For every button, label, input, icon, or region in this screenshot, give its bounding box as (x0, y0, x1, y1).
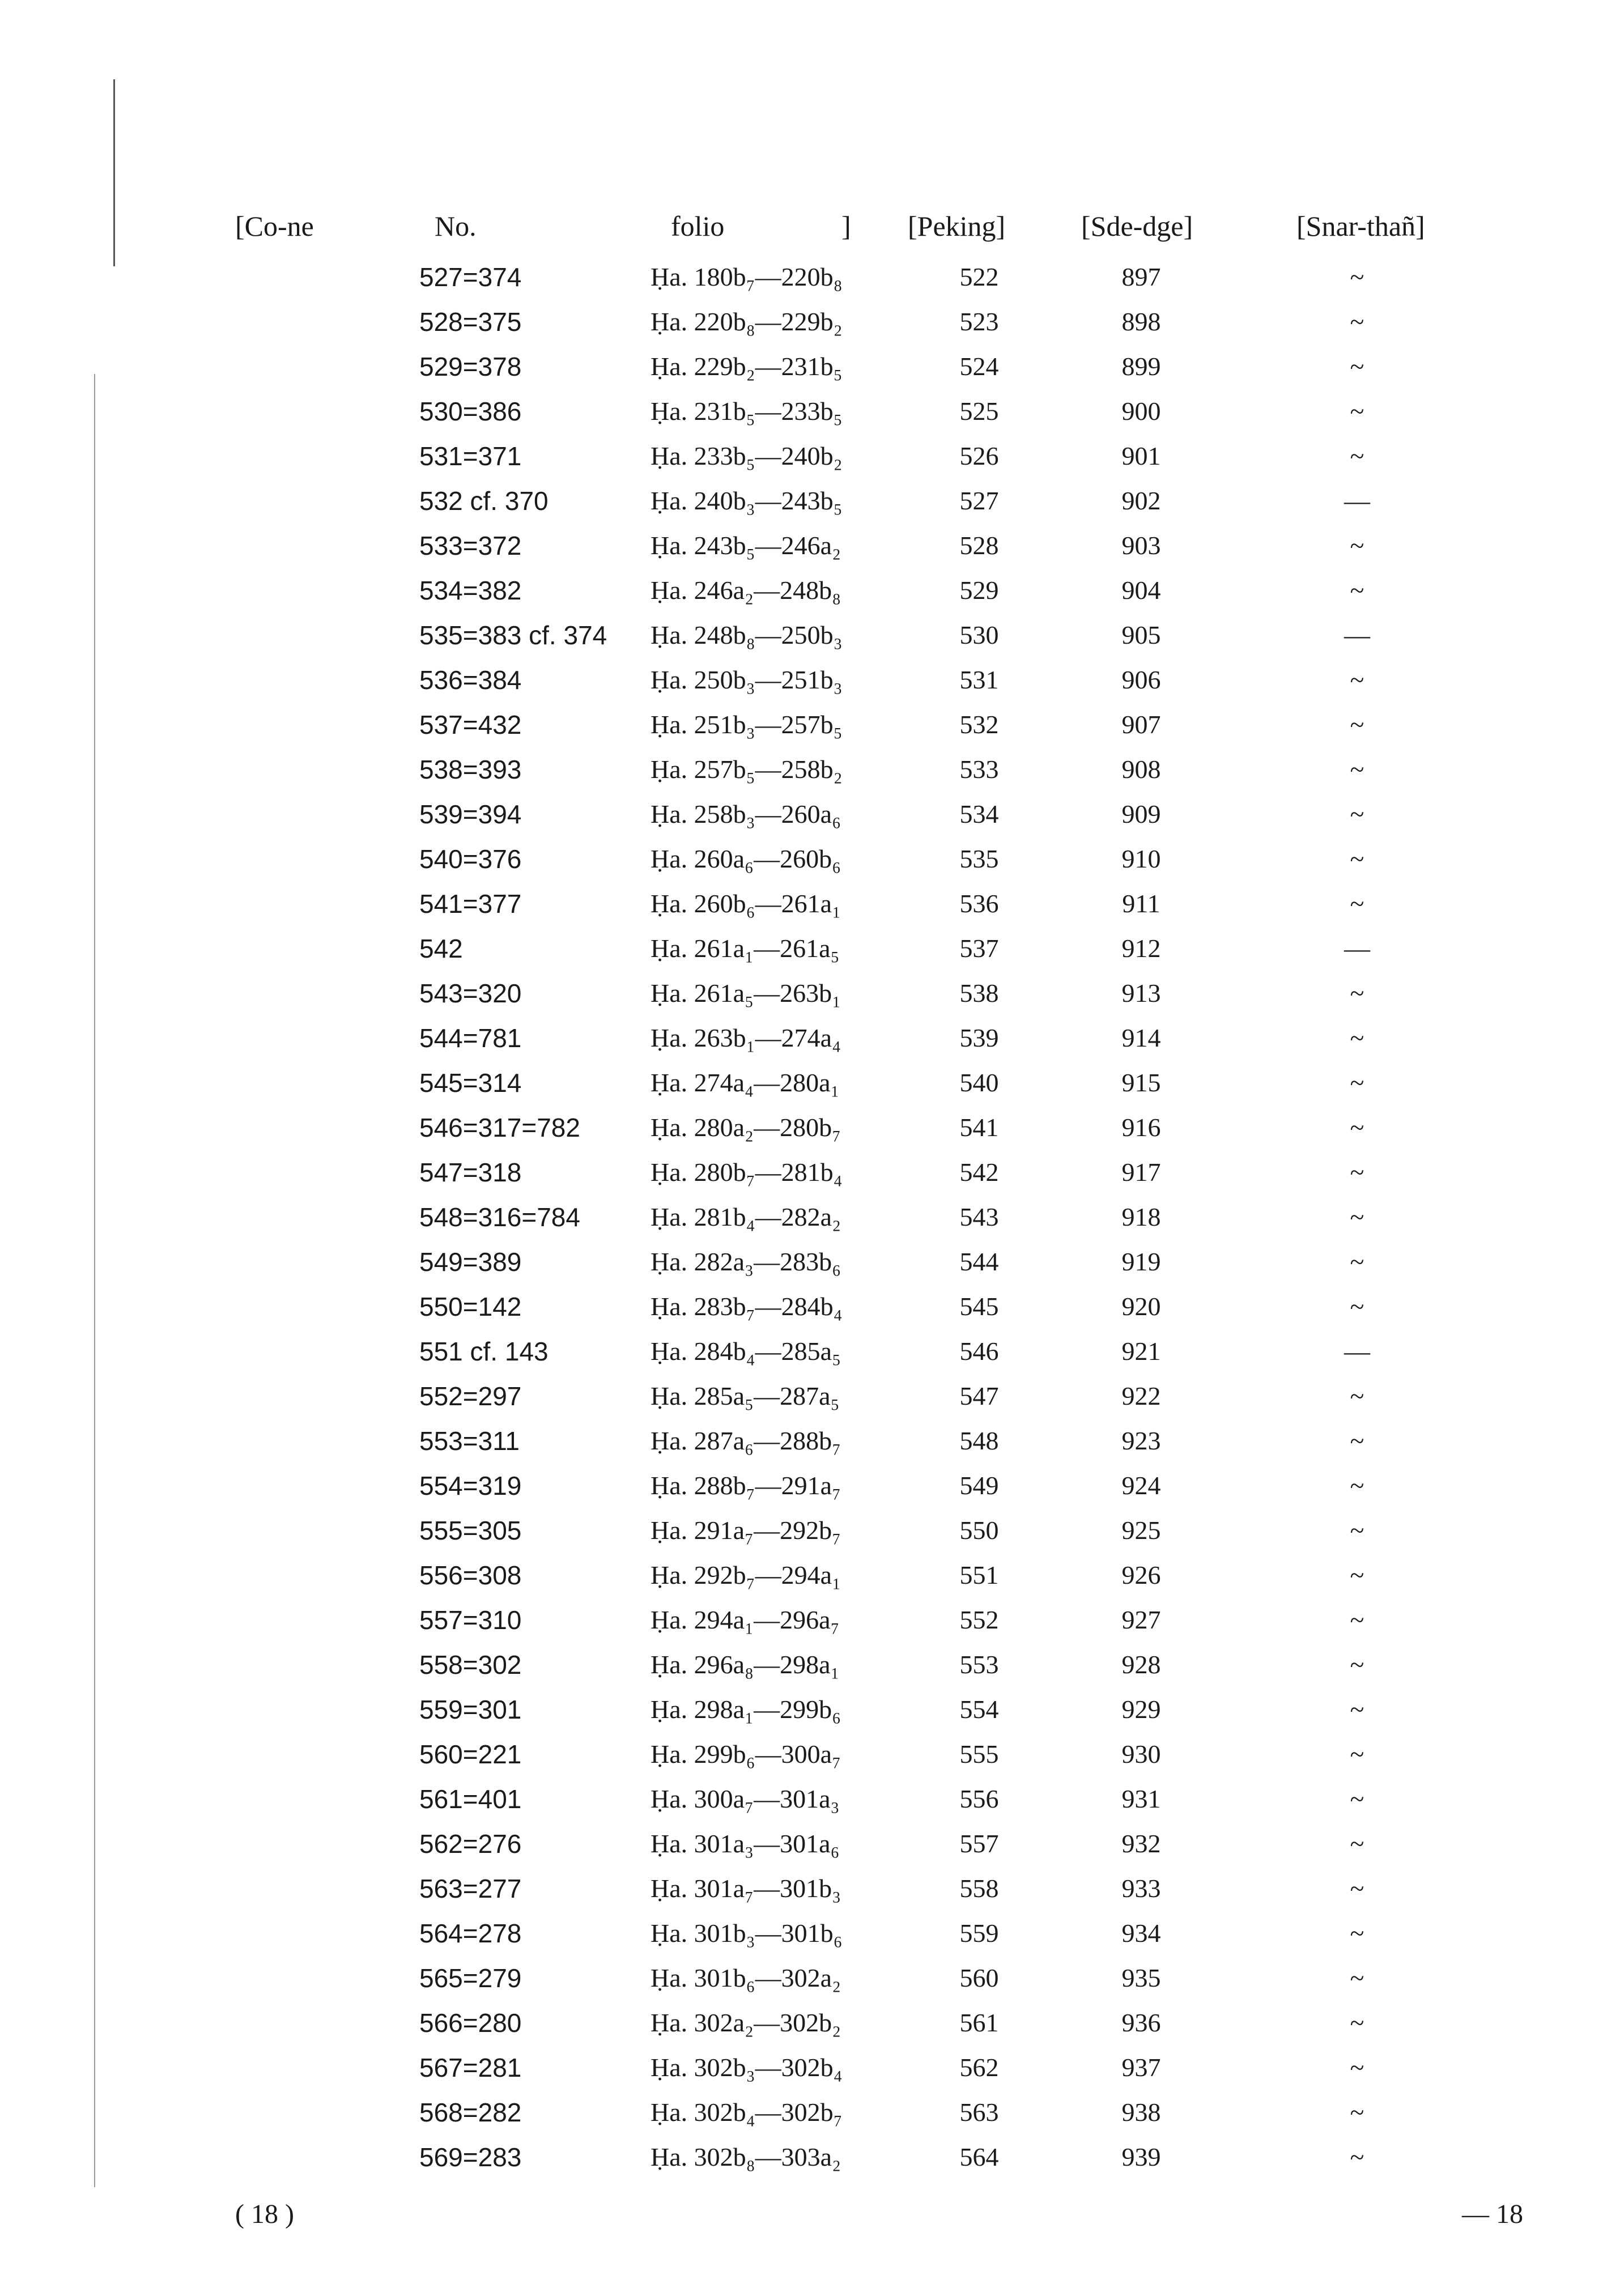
table-row (0, 1464, 1624, 1508)
snar-than-mark: ~ (1350, 1740, 1364, 1768)
catalog-number: 537=432 (419, 710, 522, 739)
peking-number: 551 (959, 1561, 999, 1589)
sde-dge-number: 925 (1121, 1516, 1161, 1545)
header-folio-close: ] (841, 210, 851, 242)
snar-than-mark: ~ (1350, 2142, 1364, 2171)
peking-number: 539 (959, 1023, 999, 1052)
peking-number: 538 (959, 979, 999, 1007)
catalog-number: 556=308 (419, 1561, 522, 1590)
table-row (0, 747, 1624, 792)
table-row (0, 971, 1624, 1015)
peking-number: 558 (959, 1874, 999, 1903)
snar-than-mark: ~ (1350, 1829, 1364, 1858)
folio-range: Ḥa. 300a₇—301a₃ (651, 1784, 840, 1813)
folio-range: Ḥa. 280a₂—280b₇ (651, 1113, 841, 1142)
catalog-number: 539=394 (419, 800, 522, 829)
snar-than-mark: ~ (1350, 1874, 1364, 1903)
catalog-number: 558=302 (419, 1650, 522, 1680)
catalog-number: 555=305 (419, 1516, 522, 1545)
sde-dge-number: 914 (1121, 1023, 1161, 1052)
folio-range: Ḥa. 298a₁—299b₆ (651, 1695, 841, 1724)
sde-dge-number: 934 (1121, 1919, 1161, 1948)
sde-dge-number: 921 (1121, 1337, 1161, 1366)
catalog-number: 563=277 (419, 1874, 522, 1903)
sde-dge-number: 909 (1121, 800, 1161, 828)
table-row (0, 1956, 1624, 2000)
snar-than-mark: ~ (1350, 710, 1364, 739)
table-row (0, 2090, 1624, 2135)
peking-number: 549 (959, 1471, 999, 1500)
catalog-number: 553=311 (419, 1426, 520, 1456)
sde-dge-number: 924 (1121, 1471, 1161, 1500)
sde-dge-number: 932 (1121, 1829, 1161, 1858)
peking-number: 547 (959, 1381, 999, 1410)
sde-dge-number: 930 (1121, 1740, 1161, 1768)
table-row (0, 926, 1624, 971)
snar-than-mark: ~ (1350, 1158, 1364, 1187)
catalog-number: 527=374 (419, 262, 522, 292)
sde-dge-number: 907 (1121, 710, 1161, 739)
folio-range: Ḥa. 240b₃—243b₅ (651, 486, 843, 515)
sde-dge-number: 904 (1121, 576, 1161, 605)
table-row (0, 2001, 1624, 2045)
table-row (0, 882, 1624, 926)
table-row (0, 1195, 1624, 1239)
folio-range: Ḥa. 292b₇—294a₁ (651, 1561, 841, 1589)
folio-range: Ḥa. 251b₃—257b₅ (651, 710, 843, 739)
table-row (0, 1285, 1624, 1329)
folio-range: Ḥa. 258b₃—260a₆ (651, 800, 841, 828)
catalog-number: 554=319 (419, 1471, 522, 1500)
snar-than-mark: ~ (1350, 2053, 1364, 2082)
table-row (0, 1106, 1624, 1150)
snar-than-mark: ~ (1350, 1068, 1364, 1097)
peking-number: 552 (959, 1605, 999, 1634)
sde-dge-number: 898 (1121, 307, 1161, 336)
sde-dge-number: 900 (1121, 397, 1161, 426)
snar-than-mark: — (1344, 486, 1370, 515)
folio-range: Ḥa. 263b₁—274a₄ (651, 1023, 841, 1052)
folio-range: Ḥa. 302b₈—303a₂ (651, 2142, 841, 2171)
catalog-number: 531=371 (419, 441, 522, 471)
folio-range: Ḥa. 291a₇—292b₇ (651, 1516, 841, 1545)
catalog-number: 568=282 (419, 2098, 522, 2127)
table-row (0, 2046, 1624, 2090)
snar-than-mark: ~ (1350, 397, 1364, 426)
peking-number: 531 (959, 665, 999, 694)
table-row (0, 389, 1624, 433)
sde-dge-number: 918 (1121, 1202, 1161, 1231)
snar-than-mark: ~ (1350, 1650, 1364, 1679)
table-row (0, 1240, 1624, 1284)
peking-number: 533 (959, 755, 999, 784)
peking-number: 523 (959, 307, 999, 336)
table-row (0, 1329, 1624, 1374)
folio-range: Ḥa. 282a₃—283b₆ (651, 1247, 841, 1276)
sde-dge-number: 902 (1121, 486, 1161, 515)
catalog-number: 535=383 cf. 374 (419, 620, 607, 650)
sde-dge-number: 936 (1121, 2008, 1161, 2037)
catalog-number: 562=276 (419, 1829, 522, 1859)
sde-dge-number: 937 (1121, 2053, 1161, 2082)
snar-than-mark: ~ (1350, 1516, 1364, 1545)
header-sde-dge: [Sde-dge] (1081, 210, 1193, 242)
peking-number: 542 (959, 1158, 999, 1187)
catalog-number: 546=317=782 (419, 1113, 580, 1142)
catalog-number: 528=375 (419, 307, 522, 337)
snar-than-mark: ~ (1350, 2008, 1364, 2037)
catalog-number: 542 (419, 934, 463, 963)
sde-dge-number: 905 (1121, 620, 1161, 649)
folio-range: Ḥa. 302b₃—302b₄ (651, 2053, 843, 2082)
folio-range: Ḥa. 260b₆—261a₁ (651, 889, 841, 918)
table-row (0, 1687, 1624, 1732)
peking-number: 560 (959, 1963, 999, 1992)
folio-range: Ḥa. 250b₃—251b₃ (651, 665, 843, 694)
snar-than-mark: ~ (1350, 262, 1364, 291)
table-row (0, 837, 1624, 881)
snar-than-mark: ~ (1350, 531, 1364, 560)
snar-than-mark: ~ (1350, 1561, 1364, 1589)
sde-dge-number: 933 (1121, 1874, 1161, 1903)
table-row (0, 568, 1624, 613)
snar-than-mark: ~ (1350, 889, 1364, 918)
catalog-number: 548=316=784 (419, 1202, 580, 1232)
table-row (0, 1374, 1624, 1418)
snar-than-mark: ~ (1350, 441, 1364, 470)
sde-dge-number: 935 (1121, 1963, 1161, 1992)
snar-than-mark: ~ (1350, 1784, 1364, 1813)
table-row (0, 1777, 1624, 1821)
table-row (0, 613, 1624, 657)
peking-number: 527 (959, 486, 999, 515)
header-snar-than: [Snar-thañ] (1296, 210, 1425, 242)
table-row (0, 1911, 1624, 1955)
catalog-number: 540=376 (419, 844, 522, 874)
catalog-number: 536=384 (419, 665, 522, 695)
catalog-number: 532 cf. 370 (419, 486, 549, 516)
snar-than-mark: ~ (1350, 800, 1364, 828)
sde-dge-number: 920 (1121, 1292, 1161, 1321)
peking-number: 556 (959, 1784, 999, 1813)
table-row (0, 300, 1624, 344)
catalog-number: 538=393 (419, 755, 522, 784)
snar-than-mark: — (1344, 620, 1370, 649)
folio-range: Ḥa. 246a₂—248b₈ (651, 576, 841, 605)
catalog-number: 569=283 (419, 2142, 522, 2172)
snar-than-mark: ~ (1350, 1247, 1364, 1276)
folio-range: Ḥa. 288b₇—291a₇ (651, 1471, 841, 1500)
table-row (0, 1643, 1624, 1687)
catalog-number: 534=382 (419, 576, 522, 605)
catalog-number: 550=142 (419, 1292, 522, 1321)
catalog-number: 557=310 (419, 1605, 522, 1635)
catalog-number: 533=372 (419, 531, 522, 560)
sde-dge-number: 903 (1121, 531, 1161, 560)
sde-dge-number: 897 (1121, 262, 1161, 291)
snar-than-mark: ~ (1350, 979, 1364, 1007)
peking-number: 544 (959, 1247, 999, 1276)
snar-than-mark: ~ (1350, 1381, 1364, 1410)
header-peking: [Peking] (908, 210, 1006, 242)
snar-than-mark: ~ (1350, 1471, 1364, 1500)
folio-range: Ḥa. 243b₅—246a₂ (651, 531, 841, 560)
folio-range: Ḥa. 302b₄—302b₇ (651, 2098, 843, 2127)
sde-dge-number: 919 (1121, 1247, 1161, 1276)
table-row (0, 1866, 1624, 1911)
table-row (0, 1553, 1624, 1597)
snar-than-mark: — (1344, 934, 1370, 963)
folio-range: Ḥa. 233b₅—240b₂ (651, 441, 843, 470)
sde-dge-number: 912 (1121, 934, 1161, 963)
catalog-number: 551 cf. 143 (419, 1337, 549, 1366)
sde-dge-number: 926 (1121, 1561, 1161, 1589)
page-number-left: ( 18 ) (235, 2199, 294, 2229)
peking-number: 529 (959, 576, 999, 605)
header-cone: [Co-ne (235, 210, 314, 242)
snar-than-mark: ~ (1350, 1605, 1364, 1634)
table-row (0, 1598, 1624, 1642)
folio-range: Ḥa. 301b₃—301b₆ (651, 1919, 843, 1948)
peking-number: 522 (959, 262, 999, 291)
peking-number: 524 (959, 352, 999, 381)
catalog-number: 543=320 (419, 979, 522, 1008)
table-row (0, 1150, 1624, 1194)
catalog-number: 567=281 (419, 2053, 522, 2082)
folio-range: Ḥa. 281b₄—282a₂ (651, 1202, 841, 1231)
snar-than-mark: ~ (1350, 576, 1364, 605)
sde-dge-number: 928 (1121, 1650, 1161, 1679)
folio-range: Ḥa. 180b₇—220b₈ (651, 262, 843, 291)
sde-dge-number: 915 (1121, 1068, 1161, 1097)
page-number-right: — 18 (1462, 2199, 1523, 2229)
table-row (0, 658, 1624, 702)
folio-range: Ḥa. 248b₈—250b₃ (651, 620, 843, 649)
table-row (0, 255, 1624, 299)
table-row (0, 479, 1624, 523)
snar-than-mark: ~ (1350, 1963, 1364, 1992)
header-folio: folio (671, 210, 725, 242)
sde-dge-number: 929 (1121, 1695, 1161, 1724)
folio-range: Ḥa. 287a₆—288b₇ (651, 1426, 841, 1455)
sde-dge-number: 913 (1121, 979, 1161, 1007)
sde-dge-number: 939 (1121, 2142, 1161, 2171)
sde-dge-number: 911 (1122, 889, 1160, 918)
peking-number: 526 (959, 441, 999, 470)
header-no: No. (435, 210, 477, 242)
sde-dge-number: 931 (1121, 1784, 1161, 1813)
folio-range: Ḥa. 294a₁—296a₇ (651, 1605, 840, 1634)
peking-number: 545 (959, 1292, 999, 1321)
folio-range: Ḥa. 220b₈—229b₂ (651, 307, 843, 336)
folio-range: Ḥa. 261a₁—261a₅ (651, 934, 840, 963)
peking-number: 553 (959, 1650, 999, 1679)
snar-than-mark: ~ (1350, 1292, 1364, 1321)
peking-number: 530 (959, 620, 999, 649)
snar-than-mark: ~ (1350, 1426, 1364, 1455)
folio-range: Ḥa. 284b₄—285a₅ (651, 1337, 841, 1366)
sde-dge-number: 906 (1121, 665, 1161, 694)
catalog-number: 549=389 (419, 1247, 522, 1277)
table-row (0, 1016, 1624, 1060)
catalog-number: 559=301 (419, 1695, 522, 1724)
peking-number: 532 (959, 710, 999, 739)
sde-dge-number: 910 (1121, 844, 1161, 873)
folio-range: Ḥa. 285a₅—287a₅ (651, 1381, 840, 1410)
folio-range: Ḥa. 280b₇—281b₄ (651, 1158, 843, 1187)
catalog-number: 552=297 (419, 1381, 522, 1411)
table-row (0, 1822, 1624, 1866)
sde-dge-number: 922 (1121, 1381, 1161, 1410)
table-row (0, 1508, 1624, 1553)
catalog-number: 541=377 (419, 889, 522, 919)
peking-number: 555 (959, 1740, 999, 1768)
peking-number: 536 (959, 889, 999, 918)
peking-number: 546 (959, 1337, 999, 1366)
snar-than-mark: ~ (1350, 755, 1364, 784)
catalog-number: 529=378 (419, 352, 522, 381)
catalog-number: 561=401 (419, 1784, 522, 1814)
snar-than-mark: ~ (1350, 844, 1364, 873)
folio-range: Ḥa. 257b₅—258b₂ (651, 755, 843, 784)
folio-range: Ḥa. 231b₅—233b₅ (651, 397, 843, 426)
snar-than-mark: ~ (1350, 1113, 1364, 1142)
table-row (0, 2135, 1624, 2179)
snar-than-mark: ~ (1350, 1695, 1364, 1724)
folio-range: Ḥa. 299b₆—300a₇ (651, 1740, 841, 1768)
snar-than-mark: ~ (1350, 307, 1364, 336)
folio-range: Ḥa. 260a₆—260b₆ (651, 844, 841, 873)
peking-number: 543 (959, 1202, 999, 1231)
scan-edge-line (113, 79, 115, 266)
table-row (0, 792, 1624, 836)
snar-than-mark: ~ (1350, 1023, 1364, 1052)
folio-range: Ḥa. 283b₇—284b₄ (651, 1292, 843, 1321)
peking-number: 550 (959, 1516, 999, 1545)
peking-number: 535 (959, 844, 999, 873)
peking-number: 557 (959, 1829, 999, 1858)
peking-number: 540 (959, 1068, 999, 1097)
catalog-number: 547=318 (419, 1158, 522, 1187)
sde-dge-number: 927 (1121, 1605, 1161, 1634)
peking-number: 563 (959, 2098, 999, 2127)
peking-number: 564 (959, 2142, 999, 2171)
folio-range: Ḥa. 301a₃—301a₆ (651, 1829, 840, 1858)
folio-range: Ḥa. 229b₂—231b₅ (651, 352, 843, 381)
peking-number: 548 (959, 1426, 999, 1455)
snar-than-mark: ~ (1350, 1919, 1364, 1948)
snar-than-mark: ~ (1350, 665, 1364, 694)
peking-number: 559 (959, 1919, 999, 1948)
table-row (0, 345, 1624, 389)
catalog-number: 545=314 (419, 1068, 522, 1098)
table-row (0, 703, 1624, 747)
sde-dge-number: 916 (1121, 1113, 1161, 1142)
table-row (0, 1419, 1624, 1463)
peking-number: 561 (959, 2008, 999, 2037)
peking-number: 537 (959, 934, 999, 963)
sde-dge-number: 938 (1121, 2098, 1161, 2127)
folio-range: Ḥa. 302a₂—302b₂ (651, 2008, 841, 2037)
peking-number: 554 (959, 1695, 999, 1724)
catalog-number: 560=221 (419, 1740, 522, 1769)
sde-dge-number: 917 (1121, 1158, 1161, 1187)
sde-dge-number: 908 (1121, 755, 1161, 784)
peking-number: 562 (959, 2053, 999, 2082)
peking-number: 525 (959, 397, 999, 426)
folio-range: Ḥa. 261a₅—263b₁ (651, 979, 841, 1007)
folio-range: Ḥa. 301b₆—302a₂ (651, 1963, 841, 1992)
snar-than-mark: ~ (1350, 2098, 1364, 2127)
catalog-number: 565=279 (419, 1963, 522, 1993)
peking-number: 528 (959, 531, 999, 560)
peking-number: 541 (959, 1113, 999, 1142)
folio-range: Ḥa. 274a₄—280a₁ (651, 1068, 840, 1097)
catalog-number: 564=278 (419, 1919, 522, 1948)
table-row (0, 524, 1624, 568)
sde-dge-number: 923 (1121, 1426, 1161, 1455)
sde-dge-number: 899 (1121, 352, 1161, 381)
folio-range: Ḥa. 301a₇—301b₃ (651, 1874, 841, 1903)
snar-than-mark: ~ (1350, 1202, 1364, 1231)
table-row (0, 1732, 1624, 1776)
catalog-number: 544=781 (419, 1023, 522, 1053)
snar-than-mark: — (1344, 1337, 1370, 1366)
folio-range: Ḥa. 296a₈—298a₁ (651, 1650, 840, 1679)
table-row (0, 434, 1624, 478)
table-row (0, 1061, 1624, 1105)
snar-than-mark: ~ (1350, 352, 1364, 381)
peking-number: 534 (959, 800, 999, 828)
sde-dge-number: 901 (1121, 441, 1161, 470)
catalog-number: 530=386 (419, 397, 522, 426)
catalog-number: 566=280 (419, 2008, 522, 2038)
